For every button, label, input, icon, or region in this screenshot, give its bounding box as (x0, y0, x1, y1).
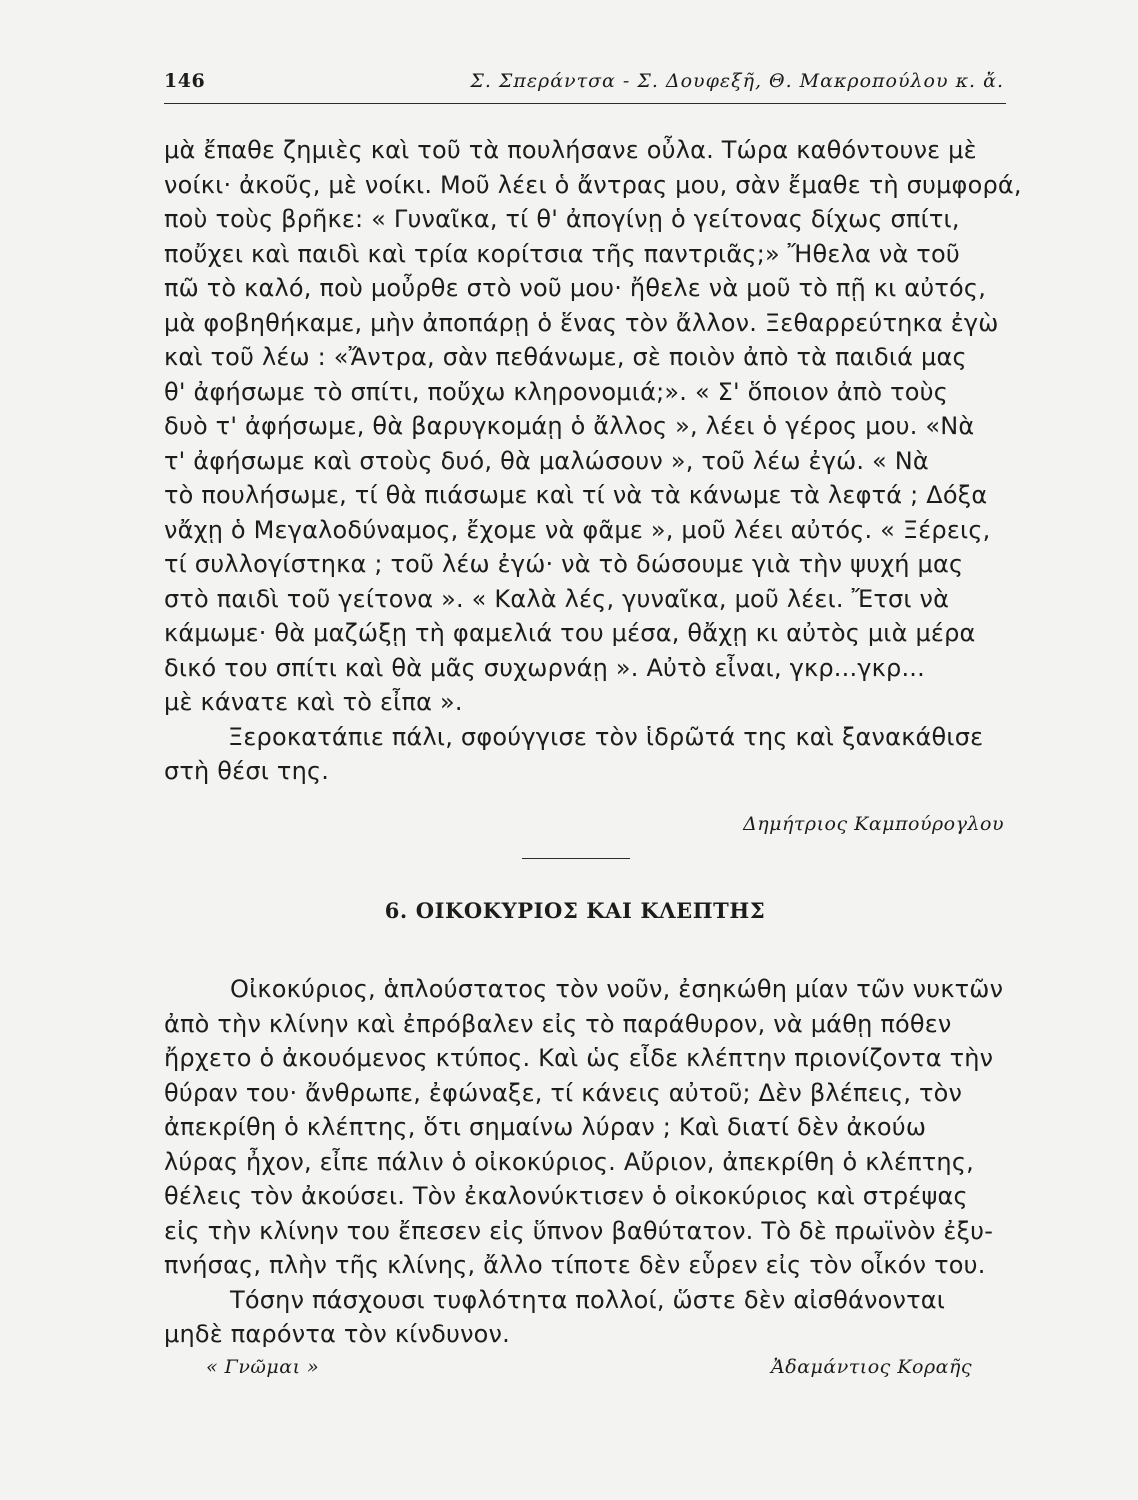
text-line: εἰς τὴν κλίνην του ἔπεσεν εἰς ὕπνον βαθύτατον. Τὸ δὲ πρωϊνὸν ἐξυ- (164, 1216, 994, 1245)
running-head: Σ. Σπεράντσα - Σ. Δουφεξῆ, Θ. Μακροπούλου κ. ἄ. (470, 70, 1004, 92)
section-body-text (164, 972, 1006, 1352)
text-line: πῶ τὸ καλό, ποὺ μοὖρθε στὸ νοῦ μου· ἤθελε νὰ μοῦ τὸ πῇ κι αὐτός, (164, 274, 987, 302)
text-line: στὸ παιδὶ τοῦ γείτονα ». « Καλὰ λές, γυναῖκα, μοῦ λέει. Ἔτσι νὰ (164, 584, 950, 613)
text-line: νοίκι· ἀκοῦς, μὲ νοίκι. Μοῦ λέει ὁ ἄντρας μου, σὰν ἔμαθε τὴ συμφορά, (164, 170, 1022, 199)
text-line: ποὺ τοὺς βρῆκε: « Γυναῖκα, τί θ' ἀπογίνῃ ὁ γείτονας δίχως σπίτι, (164, 205, 960, 233)
text-line: μὲ κάνατε καὶ τὸ εἶπα ». (164, 688, 463, 716)
text-line: λύρας ἦχον, εἶπε πάλιν ὁ οἰκοκύριος. Αὔριον, ἀπεκρίθη ὁ κλέπτης, (164, 1147, 974, 1176)
text-line: ποὔχει καὶ παιδὶ καὶ τρία κορίτσια τῆς παντριᾶς;» Ἤθελα νὰ τοῦ (164, 239, 960, 268)
text-line: κάμωμε· θὰ μαζώξῃ τὴ φαμελιά του μέσα, θἄχῃ κι αὐτὸς μιὰ μέρα (164, 619, 976, 647)
section-divider (522, 858, 630, 859)
page-header (164, 70, 1004, 104)
text-line: μηδὲ παρόντα τὸν κίνδυνον. (164, 1320, 510, 1348)
section-heading: 6. ΟΙΚΟΚΥΡΙΟΣ ΚΑΙ ΚΛΕΠΤΗΣ (384, 898, 766, 923)
text-line: Οἰκοκύριος, ἁπλούστατος τὸν νοῦν, ἐσηκώθη μίαν τῶν νυκτῶν (230, 975, 1004, 1003)
text-line: ἀπεκρίθη ὁ κλέπτης, ὅτι σημαίνω λύραν ; Καὶ διατί δὲν ἀκούω (164, 1113, 927, 1141)
text-line: Τόσην πάσχουσι τυφλότητα πολλοί, ὥστε δὲν αἰσθάνονται (230, 1285, 946, 1314)
text-line: πνήσας, πλὴν τῆς κλίνης, ἄλλο τίποτε δὲν εὗρεν εἰς τὸν οἶκόν του. (164, 1251, 986, 1279)
source-citation: « Γνῶμαι » (206, 1356, 320, 1378)
text-line: Ξεροκατάπιε πάλι, σφούγγισε τὸν ἱδρῶτά της καὶ ξανακάθισε (228, 722, 984, 751)
author-attribution: Ἀδαμάντιος Κοραῆς (771, 1356, 972, 1378)
text-line: στὴ θέσι της. (164, 757, 330, 785)
text-line: μὰ φοβηθήκαμε, μὴν ἀποπάρῃ ὁ ἕνας τὸν ἄλλον. Ξεθαρρεύτηκα ἐγὼ (164, 308, 999, 337)
text-line: δυὸ τ' ἀφήσωμε, θὰ βαρυγκομάῃ ὁ ἄλλος », λέει ὁ γέρος μου. «Νὰ (164, 412, 975, 440)
text-line: νἄχῃ ὁ Μεγαλοδύναμος, ἔχομε νὰ φᾶμε », μοῦ λέει αὐτός. « Ξέρεις, (164, 515, 991, 544)
text-line: θέλεις τὸν ἀκούσει. Τὸν ἐκαλονύκτισεν ὁ οἰκοκύριος καὶ στρέψας (164, 1182, 968, 1210)
text-line: θύραν του· ἄνθρωπε, ἐφώναξε, τί κάνεις αὐτοῦ; Δὲν βλέπεις, τὸν (164, 1078, 963, 1107)
text-line: καὶ τοῦ λέω : «Ἄντρα, σὰν πεθάνωμε, σὲ ποιὸν ἀπὸ τὰ παιδιά μας (164, 343, 967, 371)
text-line: ἤρχετο ὁ ἀκουόμενος κτύπος. Καὶ ὡς εἶδε κλέπτην πριονίζοντα τὴν (164, 1044, 994, 1072)
text-line: μὰ ἔπαθε ζημιὲς καὶ τοῦ τὰ πουλήσανε οὖλα. Τώρα καθόντουνε μὲ (164, 136, 977, 164)
text-line: τί συλλογίστηκα ; τοῦ λέω ἐγώ· νὰ τὸ δώσουμε γιὰ τὴν ψυχή μας (164, 550, 964, 578)
text-line: δικό του σπίτι καὶ θὰ μᾶς συχωρνάῃ ». Αὐτὸ εἶναι, γκρ...γκρ... (164, 653, 925, 682)
story-signature: Δημήτριος Καμπούρογλου (743, 813, 1004, 835)
page-number: 146 (164, 70, 206, 92)
text-line: ἀπὸ τὴν κλίνην καὶ ἐπρόβαλεν εἰς τὸ παράθυρον, νὰ μάθῃ πόθεν (164, 1009, 952, 1038)
text-line: θ' ἀφήσωμε τὸ σπίτι, ποὔχω κληρονομιά;». « Σ' ὅποιον ἀπὸ τοὺς (164, 377, 948, 406)
story-ending-text (164, 133, 1022, 789)
text-line: τ' ἀφήσωμε καὶ στοὺς δυό, θὰ μαλώσουν », τοῦ λέω ἐγώ. « Νὰ (164, 446, 929, 475)
header-rule (164, 103, 1006, 104)
text-line: τὸ πουλήσωμε, τί θὰ πιάσωμε καὶ τί νὰ τὰ κάνωμε τὰ λεφτά ; Δόξα (164, 481, 988, 509)
